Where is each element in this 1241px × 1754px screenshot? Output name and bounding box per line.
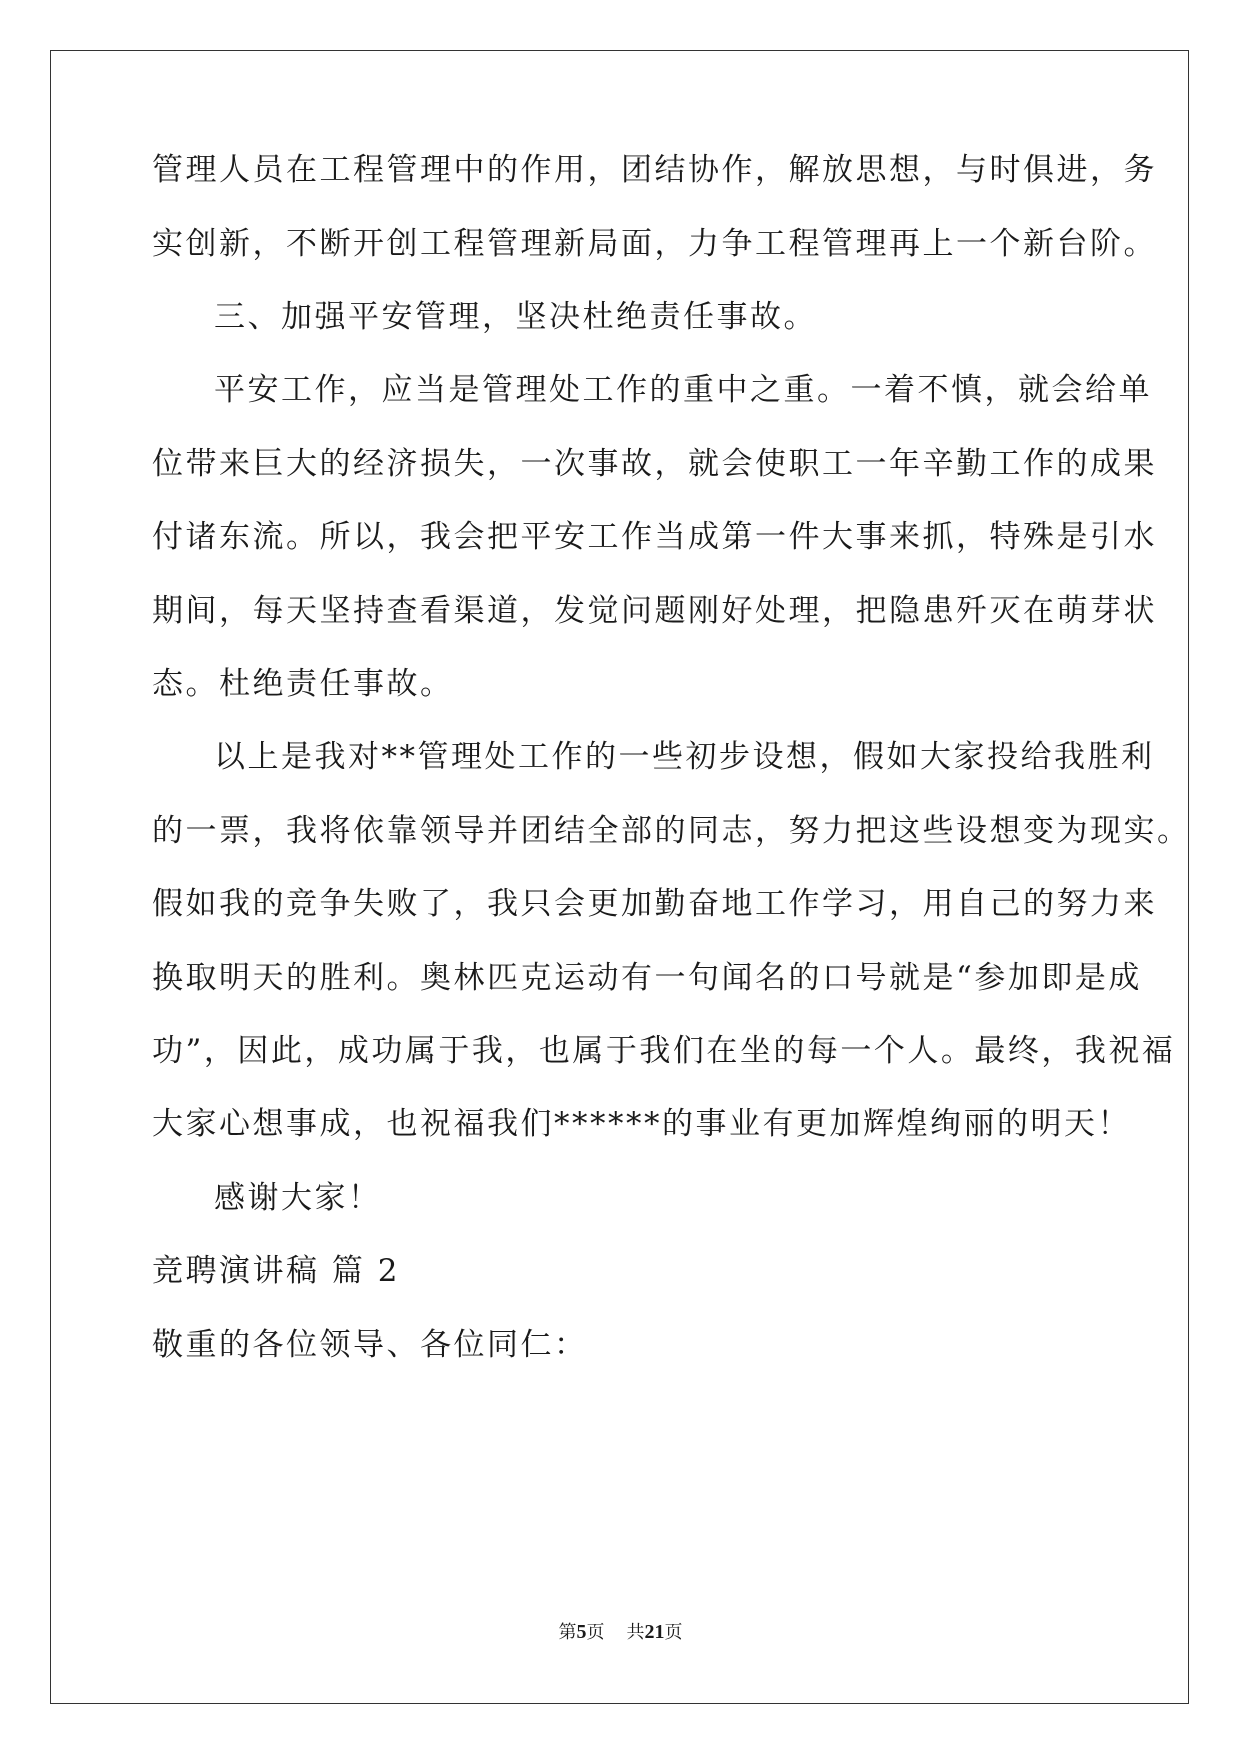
body-line: 大家心想事成，也祝福我们******的事业有更加辉煌绚丽的明天！ (152, 1106, 1131, 1142)
body-line: 态。杜绝责任事故。 (152, 666, 454, 702)
total-unit: 页 (664, 1622, 683, 1643)
body-line: 管理人员在工程管理中的作用，团结协作，解放思想，与时俱进，务 (152, 152, 1157, 188)
body-line: 付诸东流。所以，我会把平安工作当成第一件大事来抓，特殊是引水 (152, 519, 1157, 555)
section-heading: 三、加强平安管理，坚决杜绝责任事故。 (214, 299, 817, 335)
total-prefix: 共 (626, 1622, 645, 1643)
paragraph-start-line: 以上是我对**管理处工作的一些初步设想，假如大家投给我胜利 (214, 739, 1155, 775)
body-line: 实创新，不断开创工程管理新局面，力争工程管理再上一个新台阶。 (152, 226, 1157, 262)
body-line: 位带来巨大的经济损失，一次事故，就会使职工一年辛勤工作的成果 (152, 446, 1157, 482)
document-title: 竞聘演讲稿 篇 2 (152, 1253, 400, 1289)
page-unit: 页 (586, 1622, 605, 1643)
body-line: 换取明天的胜利。奥林匹克运动有一句闻名的口号就是“参加即是成 (152, 960, 1142, 996)
body-line: 假如我的竞争失败了，我只会更加勤奋地工作学习，用自己的努力来 (152, 886, 1157, 922)
paragraph-start-line: 平安工作，应当是管理处工作的重中之重。一着不慎，就会给单 (214, 372, 1152, 408)
body-line: 的一票，我将依靠领导并团结全部的同志，努力把这些设想变为现实。 (152, 813, 1191, 849)
page-footer (0, 1620, 1241, 1645)
salutation: 敬重的各位领导、各位同仁： (152, 1327, 588, 1363)
closing-line: 感谢大家！ (214, 1180, 382, 1216)
body-line: 功”，因此，成功属于我，也属于我们在坐的每一个人。最终，我祝福 (152, 1033, 1176, 1069)
page-prefix: 第 (558, 1622, 577, 1643)
body-line: 期间，每天坚持查看渠道，发觉问题刚好处理，把隐患歼灭在萌芽状 (152, 593, 1157, 629)
page-total: 21 (644, 1621, 665, 1643)
page-current: 5 (576, 1621, 587, 1643)
